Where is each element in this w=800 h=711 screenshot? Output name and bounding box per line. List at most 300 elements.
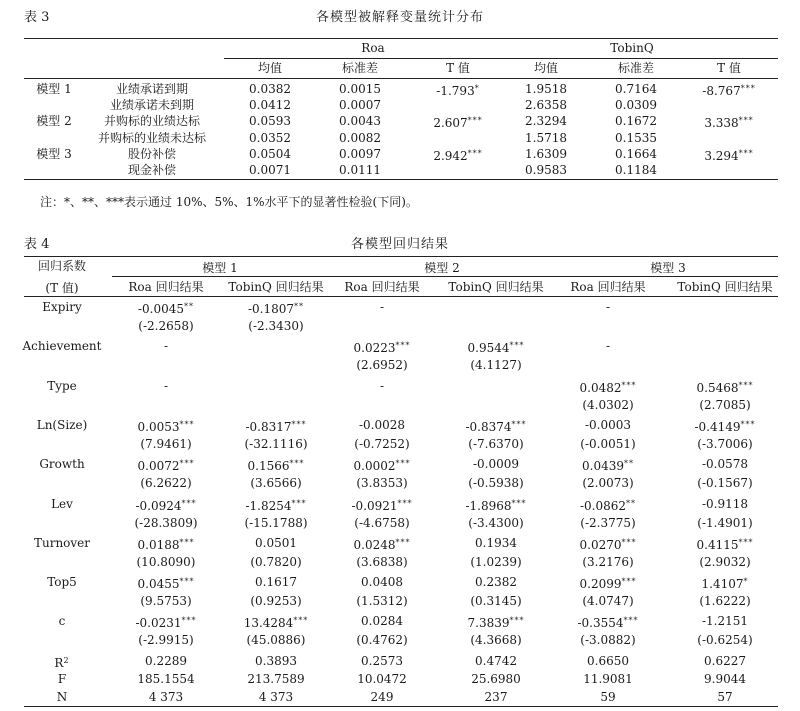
- table4-title: 各模型回归结果: [350, 237, 449, 252]
- table4-tvalue: (2.7085): [699, 397, 751, 412]
- table3-subheader: 标准差: [617, 61, 655, 75]
- table4-tvalue: (1.5312): [356, 594, 408, 609]
- table4-row-label: Turnover: [33, 535, 91, 550]
- table4-tvalue: (-0.1567): [697, 476, 753, 491]
- table4-coef-value: 0.1617: [255, 575, 297, 590]
- table4-tvalue: (0.9253): [250, 594, 302, 609]
- table3-cell-value: 0.9583: [525, 163, 567, 177]
- table4-model-1: 模型 1: [202, 261, 238, 275]
- table4-coef: [164, 379, 168, 393]
- table3-cell-value: 0.0043: [339, 114, 381, 129]
- table4-coef: [138, 300, 194, 316]
- table4-stat-value: 0.6227: [704, 654, 746, 668]
- table4-tvalue: (-0.0051): [580, 436, 636, 451]
- significance-marker: ***: [293, 616, 309, 626]
- table4-tvalue: (-32.1116): [244, 436, 308, 451]
- table4-subheader: TobinQ 回归结果: [448, 280, 544, 294]
- table4-coef: [354, 339, 411, 355]
- table4-coef-value: -0.8374: [465, 419, 512, 434]
- table4-coef: [582, 457, 634, 473]
- table4-row-label: Achievement: [22, 339, 102, 354]
- table4-tvalue: (0.3145): [470, 594, 522, 609]
- table4-stat-value: 11.9081: [583, 672, 633, 687]
- significance-marker: ***: [397, 498, 413, 508]
- table4-coef-value: 0.4115: [696, 537, 739, 552]
- table3-row-label: 股份补偿: [127, 146, 177, 161]
- table4-tvalue: (4.3668): [470, 633, 522, 648]
- table3-cell-value: 0.0309: [615, 98, 657, 113]
- significance-marker: ***: [467, 148, 483, 158]
- table4-tvalue: (-2.3430): [248, 319, 304, 333]
- table3-cell: [615, 163, 657, 177]
- table4-bottom-rule: [24, 706, 778, 707]
- table3-cell-value: 2.6358: [525, 98, 567, 113]
- table4-tvalue: (-0.5938): [468, 476, 524, 491]
- table4-stat-value: 249: [370, 690, 394, 705]
- table4-subheader: TobinQ 回归结果: [677, 280, 773, 294]
- significance-marker: ***: [395, 537, 411, 547]
- table4-coef-value: 0.5468: [696, 380, 739, 395]
- table4-coef: [580, 536, 637, 552]
- table3-group-tobinq: TobinQ: [610, 41, 654, 55]
- table3-cell-value: 0.0352: [249, 130, 291, 145]
- significance-marker: ***: [509, 341, 525, 351]
- significance-marker: ***: [511, 498, 527, 508]
- table4-coef: [138, 575, 195, 591]
- table3-cell: [339, 114, 381, 128]
- table4-row-label: Lev: [51, 496, 73, 511]
- table4-tvalue: (4.0747): [582, 594, 634, 609]
- table4-coef: [702, 497, 748, 511]
- table4-coef-value: -0.9118: [701, 496, 749, 511]
- table3-cell-value: 0.7164: [615, 82, 657, 96]
- table4-tvalue: (3.2176): [582, 554, 634, 569]
- table4-coef: [702, 575, 749, 591]
- table4-tvalue: (-3.7006): [697, 436, 753, 451]
- table4-coef-value: 0.0053: [137, 419, 180, 434]
- table4-coef-value: -: [605, 300, 611, 314]
- significance-marker: *: [474, 84, 480, 93]
- table3-cell-value: 3.338: [704, 116, 739, 131]
- significance-marker: *: [743, 577, 749, 587]
- table3-cell: [702, 82, 755, 98]
- table4-coef: [354, 457, 411, 473]
- table4-stat-value: 57: [717, 690, 733, 705]
- significance-marker: ***: [621, 577, 637, 587]
- table4-coef-value: 0.0439: [582, 459, 624, 474]
- table4-coef: [138, 457, 195, 473]
- significance-marker: **: [624, 459, 634, 469]
- table4-tvalue: (2.6952): [356, 358, 408, 373]
- significance-marker: ***: [179, 537, 195, 547]
- table4-coef-value: 0.2382: [475, 575, 517, 590]
- table3-cell: [339, 98, 381, 112]
- table3-cell-value: 1.5718: [525, 130, 567, 145]
- table4-tvalue: (2.0073): [582, 476, 634, 491]
- table4-subheader: TobinQ 回归结果: [228, 280, 324, 294]
- table4-stat-value: 0.2289: [145, 654, 187, 668]
- table3-cell-value: 0.0071: [249, 163, 291, 177]
- significance-marker: ***: [181, 498, 197, 508]
- table4-coef-value: -: [379, 378, 385, 393]
- table4-stat-label: $R^2$: [54, 656, 70, 670]
- table4-coef: [580, 497, 636, 513]
- table4-stat-value: 10.0472: [357, 672, 407, 687]
- table4-coef-value: -0.3554: [577, 616, 624, 631]
- table4-coef-value: 0.0482: [579, 380, 622, 395]
- table4-tvalue: (6.2622): [140, 476, 192, 491]
- significance-marker: ***: [179, 459, 195, 469]
- table4-row-label: Growth: [39, 457, 85, 472]
- significance-marker: **: [184, 302, 195, 311]
- table3-cell: [339, 147, 381, 161]
- table4-tvalue: (10.8090): [136, 554, 196, 569]
- table4-coef: [255, 536, 297, 550]
- table4-stat-value: 0.2573: [361, 654, 403, 668]
- table4-coef-value: -1.8254: [245, 498, 292, 513]
- table3-row-label: 并购标的业绩达标: [103, 114, 201, 129]
- table4-coef-value: 0.0270: [579, 537, 622, 552]
- table4-coef: [135, 497, 196, 513]
- table3-cell-value: -8.767: [702, 84, 741, 98]
- table4-coef: [380, 300, 384, 314]
- table3-cell-value: 0.0504: [249, 146, 291, 161]
- significance-marker: ***: [738, 537, 754, 547]
- table4-tvalue: (9.5753): [140, 594, 192, 609]
- table4-coef: [702, 614, 748, 628]
- table4-tvalue: (3.8353): [356, 476, 408, 491]
- table4-row-label: c: [58, 614, 66, 629]
- table3-cell: [525, 131, 567, 145]
- table4-stat-value: 0.4742: [475, 654, 517, 668]
- table3-group-rule: [224, 58, 778, 59]
- table3-cell: [339, 131, 381, 145]
- table3-bottom-rule: [24, 179, 778, 180]
- table3-row-label: 业绩承诺未到期: [109, 98, 195, 113]
- table4-model-rule: [112, 276, 778, 277]
- table4-coef-value: 0.1566: [247, 459, 290, 474]
- table3-cell-value: -1.793: [436, 84, 475, 98]
- table4-tvalue: (7.9461): [140, 436, 192, 451]
- table4-coef-value: 0.0248: [353, 537, 396, 552]
- table3-title: 各模型被解释变量统计分布: [315, 10, 484, 25]
- table4-tvalue: (-3.0882): [580, 633, 636, 648]
- table4-coef-value: -: [605, 339, 611, 354]
- table4-tvalue: (-0.7252): [354, 436, 410, 451]
- table4-tvalue: (4.0302): [582, 397, 634, 412]
- table4-coef-value: 7.3839: [467, 616, 510, 631]
- table4-row-label: Ln(Size): [36, 417, 88, 432]
- table3-cell-value: 0.1535: [615, 130, 657, 145]
- significance-marker: ***: [738, 116, 754, 126]
- table4-coef-value: -0.0862: [579, 498, 627, 513]
- table4-stat-value: 4 373: [148, 690, 184, 705]
- table4-coef-value: 0.0284: [361, 614, 403, 629]
- table4-tvalue: (3.6838): [356, 554, 408, 569]
- table4-coef-value: -0.0231: [135, 616, 182, 631]
- table4-coef: [361, 575, 403, 589]
- table3-cell: [339, 82, 381, 96]
- table3-cell: [615, 131, 657, 145]
- table4-tvalue: (0.7820): [250, 554, 302, 569]
- table3-cell-value: 2.607: [433, 116, 468, 131]
- table4-tvalue: (-4.6758): [354, 515, 410, 530]
- table3-header-rule: [24, 78, 778, 79]
- table4-corner-bottom: (T 值): [45, 281, 79, 295]
- table4-coef-value: 0.2099: [579, 577, 622, 592]
- table3-cell: [704, 114, 753, 130]
- table3-subheader: 均值: [257, 61, 283, 75]
- table4-coef-value: 0.0002: [353, 459, 396, 474]
- significance-marker: ***: [395, 459, 411, 469]
- table4-number: 表 4: [24, 237, 50, 252]
- table4-stat-value: 25.6980: [471, 672, 521, 687]
- significance-marker: ***: [738, 380, 754, 390]
- table4-tvalue: (-2.2658): [138, 319, 194, 333]
- significance-marker: **: [294, 302, 305, 311]
- significance-marker: ***: [621, 537, 637, 547]
- table4-subheader: Roa 回归结果: [570, 280, 646, 294]
- table4-coef: [465, 418, 526, 434]
- table4-stat-value: 9.9044: [704, 672, 746, 687]
- table4-stat-label: N: [56, 690, 68, 705]
- table4-coef: [359, 418, 405, 432]
- significance-marker: ***: [395, 341, 411, 351]
- table4-tvalue: (-28.3809): [134, 515, 198, 530]
- table4-model-2: 模型 2: [424, 261, 460, 275]
- table4-row-label: Top5: [47, 575, 77, 590]
- table3-cell: [433, 147, 482, 163]
- table4-tvalue: (0.4762): [356, 633, 408, 648]
- significance-marker: ***: [467, 116, 483, 126]
- table4-coef-value: 0.0223: [353, 341, 396, 356]
- table3-cell: [615, 98, 657, 112]
- table3-subheader: 标准差: [341, 61, 379, 75]
- table4-tvalue: (-2.9915): [138, 633, 194, 648]
- table4-coef: [248, 300, 304, 316]
- table4-coef: [475, 536, 517, 550]
- table3-cell-value: 0.1672: [615, 114, 657, 129]
- table4-coef-value: 0.0188: [137, 537, 180, 552]
- table3-cell: [249, 98, 291, 112]
- table3-cell: [525, 98, 567, 112]
- table4-coef: [354, 536, 411, 552]
- table3-cell: [249, 131, 291, 145]
- table3-cell-value: 0.0593: [249, 114, 291, 129]
- table4-tvalue: (2.9032): [699, 554, 751, 569]
- significance-marker: ***: [181, 616, 197, 626]
- table4-coef: [465, 497, 526, 513]
- superscript: 2: [63, 656, 70, 665]
- table4-coef-value: -0.0003: [584, 417, 632, 432]
- table4-coef: [606, 339, 610, 353]
- table4-tvalue: (1.0239): [470, 554, 522, 569]
- table3-cell: [249, 163, 291, 177]
- table4-stat-value: 0.3893: [255, 654, 297, 668]
- table4-subheader: Roa 回归结果: [128, 280, 204, 294]
- table4-coef: [468, 614, 525, 630]
- table4-stat-value: 4 373: [258, 690, 294, 705]
- table4-coef: [694, 418, 755, 434]
- table4-coef: [351, 497, 412, 513]
- table3-cell: [339, 163, 381, 177]
- table3-top-rule: [24, 38, 778, 39]
- table4-coef-value: -1.2151: [701, 614, 749, 629]
- table4-coef: [473, 457, 519, 471]
- table4-coef-value: 1.4107: [701, 577, 744, 592]
- table4-coef-value: 13.4284: [243, 616, 294, 631]
- table4-stat-value: 237: [484, 690, 508, 705]
- table4-coef-value: 0.1934: [475, 535, 517, 550]
- table3-cell: [525, 114, 567, 128]
- table3-subheader: 均值: [533, 61, 559, 75]
- table3-number: 表 3: [24, 10, 50, 25]
- table3-cell-value: 1.9518: [525, 82, 567, 96]
- table4-coef-value: -0.0924: [135, 498, 182, 513]
- table3-cell: [704, 147, 753, 163]
- table3-subheader: T 值: [717, 61, 741, 75]
- significance-marker: ***: [509, 616, 525, 626]
- table4-coef-value: 0.0408: [361, 575, 403, 590]
- table4-coef: [138, 536, 195, 552]
- table4-coef: [244, 614, 309, 630]
- table3-cell: [525, 147, 567, 161]
- table4-coef-value: -: [379, 300, 385, 314]
- table4-coef-value: -0.0578: [701, 457, 749, 472]
- table3-cell-value: 0.0015: [339, 82, 381, 96]
- table4-coef: [138, 418, 195, 434]
- table4-coef-value: -0.0028: [358, 417, 406, 432]
- table4-stat-value: 213.7589: [247, 672, 305, 687]
- table4-tvalue: (-0.6254): [697, 633, 753, 648]
- table4-coef: [702, 457, 748, 471]
- table4-coef: [245, 497, 306, 513]
- table4-coef-value: -1.8968: [465, 498, 512, 513]
- table3-model-label: 模型 1: [36, 82, 72, 96]
- table3-model-label: 模型 2: [36, 114, 72, 129]
- table4-coef: [475, 575, 517, 589]
- table3-cell: [249, 147, 291, 161]
- table3-row-label: 业绩承诺到期: [115, 82, 189, 96]
- table3-cell: [249, 114, 291, 128]
- table4-coef: [245, 418, 306, 434]
- table4-coef-value: -: [163, 339, 169, 354]
- table4-coef-value: -: [163, 378, 169, 393]
- table4-coef-value: -0.0045: [137, 302, 185, 316]
- significance-marker: ***: [621, 380, 637, 390]
- table3-cell: [249, 82, 291, 96]
- table4-coef-value: 0.0455: [137, 577, 180, 592]
- table4-tvalue: (-7.6370): [468, 436, 524, 451]
- table4-coef: [580, 575, 637, 591]
- table3-cell-value: 2.942: [433, 148, 468, 163]
- table4-coef: [697, 536, 754, 552]
- table4-coef: [468, 339, 525, 355]
- table4-tvalue: (3.6566): [250, 476, 302, 491]
- table3-cell: [433, 114, 482, 130]
- table4-coef-value: -0.8317: [245, 419, 292, 434]
- table3-model-label: 模型 3: [36, 146, 72, 161]
- table4-coef-value: 0.0072: [137, 459, 180, 474]
- table4-coef: [606, 300, 610, 314]
- table3-group-roa: Roa: [361, 41, 385, 55]
- significance-marker: ***: [740, 84, 756, 93]
- table3-cell-value: 0.0382: [249, 82, 291, 96]
- table3-cell: [436, 82, 479, 98]
- table3-cell: [615, 147, 657, 161]
- table3-cell-value: 0.0082: [339, 130, 381, 145]
- table4-coef-value: -0.0009: [472, 457, 520, 472]
- table4-tvalue: (-15.1788): [244, 515, 308, 530]
- table4-coef-value: -0.4149: [694, 419, 741, 434]
- table4-stat-value: 59: [600, 690, 616, 705]
- table4-stat-label: F: [57, 672, 67, 687]
- table3-cell: [525, 82, 567, 96]
- table4-coef: [135, 614, 196, 630]
- table3-subheader: T 值: [446, 61, 470, 75]
- significance-marker: ***: [179, 577, 195, 587]
- table4-coef: [580, 379, 637, 395]
- significance-marker: ***: [289, 459, 305, 469]
- table4-model-3: 模型 3: [650, 261, 686, 275]
- table3-cell-value: 0.0412: [249, 98, 291, 113]
- table4-coef-value: 0.0501: [255, 535, 297, 550]
- table4-tvalue: (-1.4901): [697, 515, 753, 530]
- table4-coef-value: 0.9544: [467, 341, 510, 356]
- table3-cell-value: 1.6309: [525, 146, 567, 161]
- table4-coef: [577, 614, 638, 630]
- table3-cell: [615, 82, 657, 96]
- table3-cell-value: 0.0007: [339, 98, 381, 113]
- table4-row-label: Expiry: [42, 300, 82, 314]
- significance-marker: ***: [291, 419, 307, 429]
- significance-marker: ***: [291, 498, 307, 508]
- table3-note: 注：*、**、***表示通过 10%、5%、1%水平下的显著性检验(下同)。: [40, 195, 418, 209]
- table4-top-rule: [24, 256, 778, 257]
- table3-cell-value: 0.0111: [339, 163, 381, 177]
- table4-subheader: Roa 回归结果: [344, 280, 420, 294]
- table4-coef: [361, 614, 403, 628]
- table3-cell-value: 0.0097: [339, 146, 381, 161]
- table4-stat-value: 0.6650: [587, 654, 629, 668]
- table4-tvalue: (1.6222): [699, 594, 751, 609]
- table4-tvalue: (45.0886): [246, 633, 306, 648]
- significance-marker: **: [626, 498, 637, 508]
- table4-tvalue: (-2.3775): [580, 515, 636, 530]
- significance-marker: ***: [623, 616, 639, 626]
- table3-row-label: 并购标的业绩未达标: [97, 130, 207, 145]
- table3-cell-value: 2.3294: [525, 114, 567, 129]
- table4-tvalue: (4.1127): [470, 358, 522, 373]
- table4-coef: [255, 575, 297, 589]
- table3-cell: [525, 163, 567, 177]
- table4-corner-top: 回归系数: [37, 259, 87, 273]
- table4-header-rule: [24, 296, 778, 297]
- significance-marker: ***: [511, 419, 527, 429]
- table4-coef: [248, 457, 305, 473]
- significance-marker: ***: [738, 148, 754, 158]
- table3-cell-value: 0.1664: [615, 146, 657, 161]
- table4-tvalue: (-3.4300): [468, 515, 524, 530]
- table4-coef: [585, 418, 631, 432]
- table4-coef: [164, 339, 168, 353]
- table4-coef: [697, 379, 754, 395]
- table3-row-label: 现金补偿: [127, 163, 177, 177]
- table3-cell-value: 0.1184: [615, 163, 657, 177]
- table4-stat-value: 185.1554: [137, 672, 195, 687]
- table3-cell: [615, 114, 657, 128]
- significance-marker: ***: [740, 419, 756, 429]
